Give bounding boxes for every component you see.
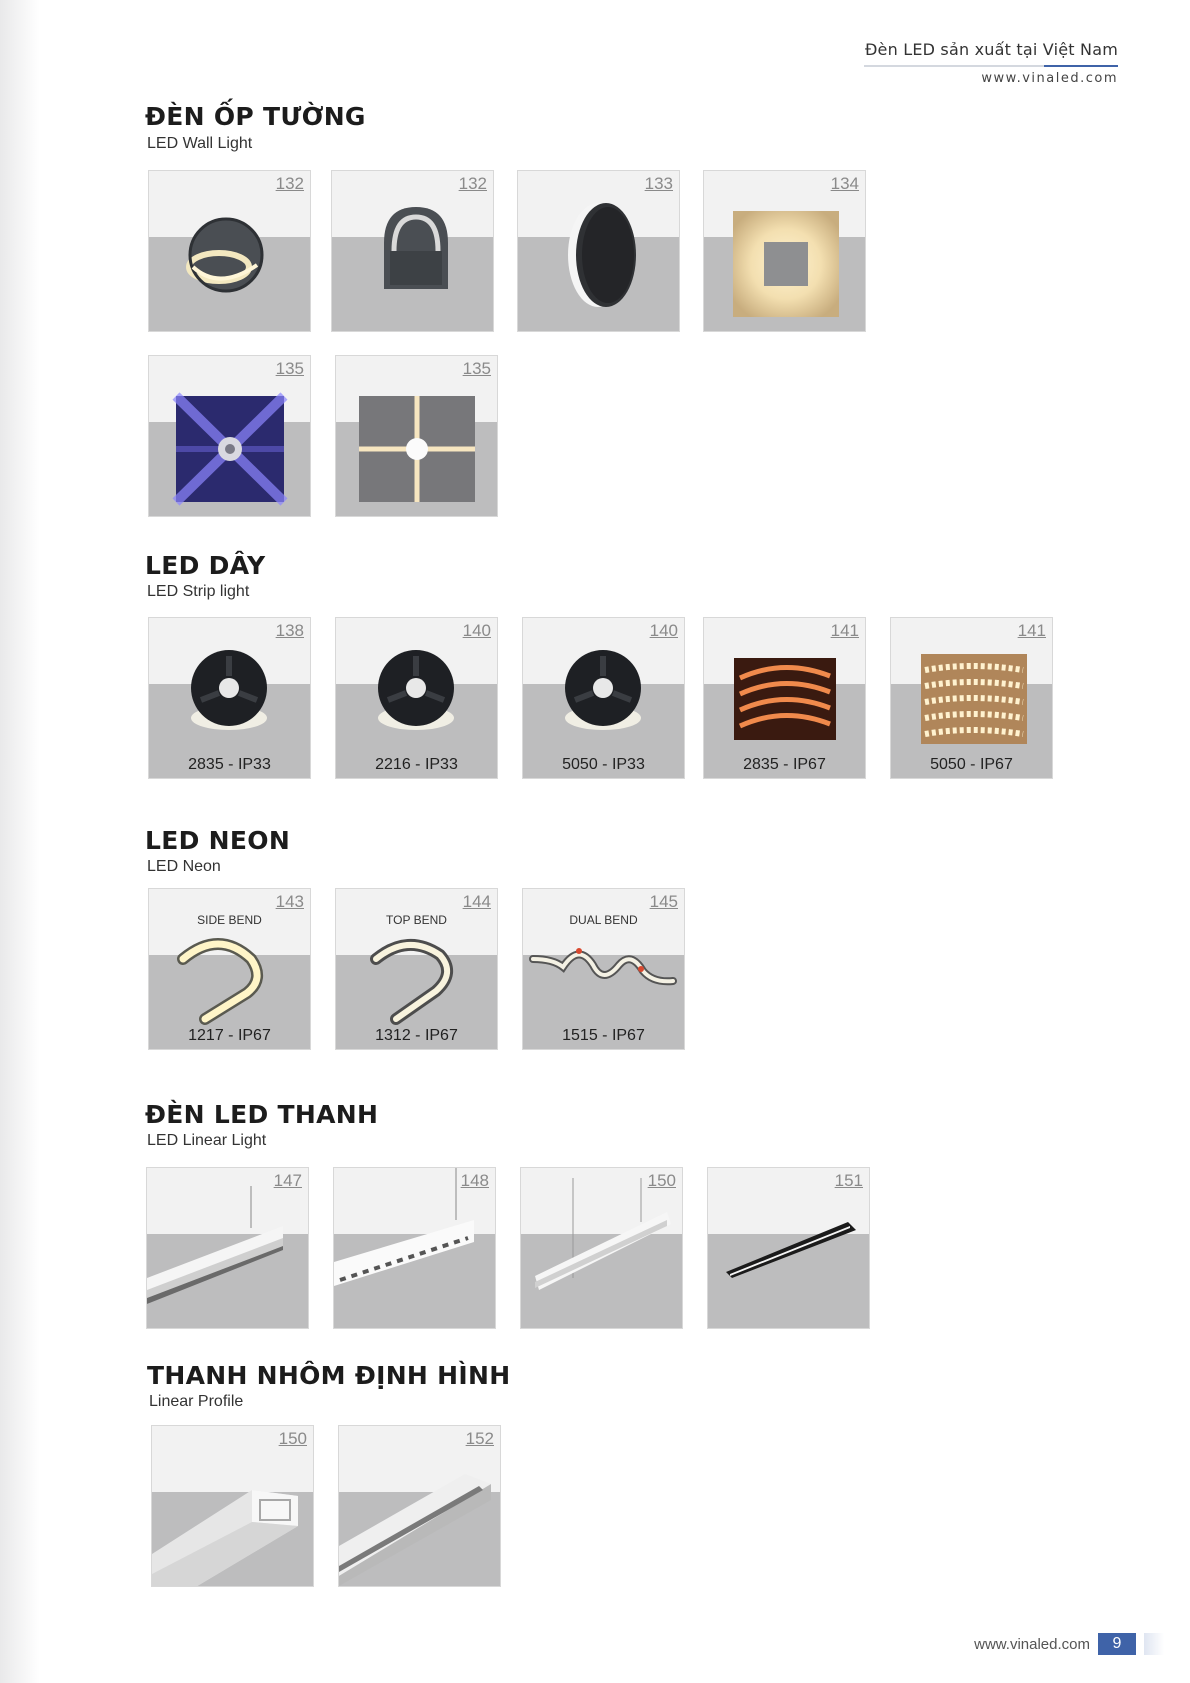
aluminium-profile-square-icon	[152, 1426, 314, 1587]
card-caption: 2835 - IP67	[743, 756, 826, 773]
page-edge-shadow	[0, 0, 40, 1683]
product-card-arch-wall-light[interactable]	[331, 170, 494, 332]
page-ref[interactable]: 150	[278, 1429, 307, 1448]
strip-reel-icon	[149, 618, 311, 779]
linear-light-louver-icon	[334, 1168, 496, 1329]
page-ref[interactable]: 144	[462, 892, 491, 911]
header-url[interactable]: www.vinaled.com	[981, 71, 1118, 86]
page-ref[interactable]: 140	[462, 621, 491, 640]
product-card-disc-wall-light[interactable]	[517, 170, 680, 332]
page-ref[interactable]: 134	[830, 174, 859, 193]
round-wall-light-icon	[149, 171, 311, 332]
cross-beam-warm-light-icon	[336, 356, 498, 517]
page-ref[interactable]: 150	[647, 1171, 676, 1190]
section-subtitle-wall-light: LED Wall Light	[147, 135, 253, 152]
page-ref[interactable]: 133	[644, 174, 673, 193]
arch-wall-light-icon	[332, 171, 494, 332]
card-caption: 2216 - IP33	[375, 756, 458, 773]
strip-reel-icon	[523, 618, 685, 779]
page-ref[interactable]: 141	[1017, 621, 1046, 640]
card-top-label: SIDE BEND	[197, 913, 262, 927]
section-subtitle-linear-light: LED Linear Light	[147, 1132, 267, 1149]
product-card-neon-top-bend[interactable]	[335, 888, 498, 1050]
footer-url[interactable]: www.vinaled.com	[974, 1635, 1090, 1653]
product-card-cross-beam-blue-light[interactable]	[148, 355, 311, 517]
product-card-round-wall-light[interactable]	[148, 170, 311, 332]
header-divider	[864, 65, 1118, 67]
page-ref[interactable]: 143	[275, 892, 304, 911]
disc-wall-light-icon	[518, 171, 680, 332]
aluminium-profile-angle-icon	[339, 1426, 501, 1587]
product-card-profile-square[interactable]	[151, 1425, 314, 1587]
product-card-linear-light-black[interactable]	[707, 1167, 870, 1329]
page-footer	[974, 1633, 1164, 1655]
page-ref[interactable]: 147	[273, 1171, 302, 1190]
card-caption: 1312 - IP67	[375, 1027, 458, 1044]
page-ref[interactable]: 145	[649, 892, 678, 911]
product-card-neon-side-bend[interactable]	[148, 888, 311, 1050]
page-ref[interactable]: 148	[460, 1171, 489, 1190]
product-card-strip-2216-ip33[interactable]	[335, 617, 498, 779]
strip-reel-icon	[336, 618, 498, 779]
page-ref[interactable]: 132	[458, 174, 487, 193]
card-top-label: TOP BEND	[386, 913, 447, 927]
page-ref[interactable]: 135	[462, 359, 491, 378]
section-subtitle-linear-profile: Linear Profile	[149, 1393, 244, 1410]
card-caption: 1515 - IP67	[562, 1027, 645, 1044]
product-card-linear-light-white[interactable]	[146, 1167, 309, 1329]
section-subtitle-neon: LED Neon	[147, 858, 221, 875]
card-caption: 5050 - IP33	[562, 756, 645, 773]
page-ref[interactable]: 140	[649, 621, 678, 640]
section-title-linear-profile: THANH NHÔM ĐỊNH HÌNH	[147, 1361, 511, 1390]
product-card-strip-2835-ip67[interactable]	[703, 617, 866, 779]
product-card-cross-beam-warm-light[interactable]	[335, 355, 498, 517]
product-card-strip-5050-ip33[interactable]	[522, 617, 685, 779]
strip-photo-red-icon	[704, 618, 866, 779]
section-subtitle-strip-light: LED Strip light	[147, 583, 250, 600]
page-number-accent	[1144, 1633, 1164, 1655]
linear-light-black-icon	[708, 1168, 870, 1329]
cross-beam-blue-light-icon	[149, 356, 311, 517]
section-title-linear-light: ĐÈN LED THANH	[145, 1100, 379, 1129]
product-card-profile-angle[interactable]	[338, 1425, 501, 1587]
card-caption: 2835 - IP33	[188, 756, 271, 773]
product-card-neon-dual-bend[interactable]	[522, 888, 685, 1050]
page-ref[interactable]: 132	[275, 174, 304, 193]
product-card-linear-light-slim[interactable]	[520, 1167, 683, 1329]
product-card-strip-2835-ip33[interactable]	[148, 617, 311, 779]
page-number: 9	[1098, 1633, 1136, 1655]
linear-light-slim-icon	[521, 1168, 683, 1329]
card-top-label: DUAL BEND	[569, 913, 638, 927]
page-header	[864, 40, 1118, 86]
product-card-square-glow-light[interactable]	[703, 170, 866, 332]
section-title-strip-light: LED DÂY	[145, 551, 266, 580]
linear-light-white-icon	[147, 1168, 309, 1329]
card-caption: 5050 - IP67	[930, 756, 1013, 773]
header-tagline: Đèn LED sản xuất tại Việt Nam	[864, 40, 1118, 59]
page-ref[interactable]: 135	[275, 359, 304, 378]
page-ref[interactable]: 151	[834, 1171, 863, 1190]
section-title-wall-light: ĐÈN ỐP TƯỜNG	[145, 102, 366, 131]
section-title-neon: LED NEON	[145, 826, 291, 855]
page-ref[interactable]: 138	[275, 621, 304, 640]
product-card-strip-5050-ip67[interactable]	[890, 617, 1053, 779]
page-ref[interactable]: 141	[830, 621, 859, 640]
card-caption: 1217 - IP67	[188, 1027, 271, 1044]
page-ref[interactable]: 152	[465, 1429, 494, 1448]
square-glow-light-icon	[704, 171, 866, 332]
strip-photo-warm-icon	[891, 618, 1053, 779]
product-card-linear-light-louver[interactable]	[333, 1167, 496, 1329]
